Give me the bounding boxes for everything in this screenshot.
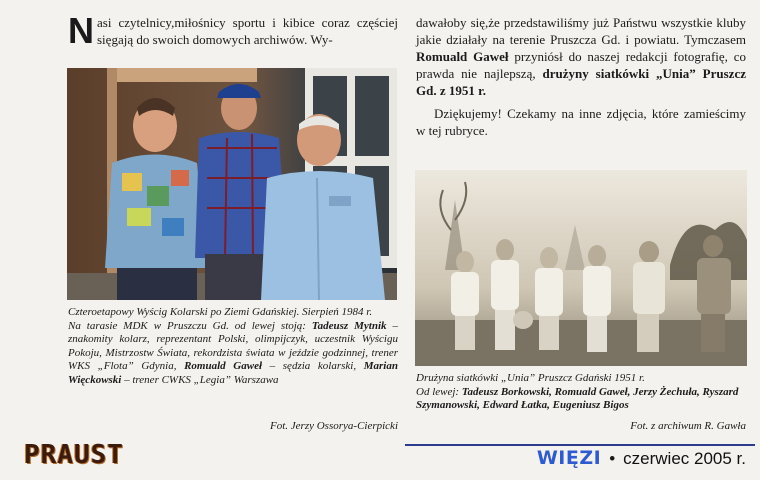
caption-1-name-1: Tadeusz Mytnik bbox=[311, 319, 387, 332]
photo-credit-1: Fot. Jerzy Ossorya-Cierpicki bbox=[270, 420, 398, 432]
magazine-logo: WIĘZI bbox=[536, 447, 602, 469]
right-paragraph-2: Dziękujemy! Czekamy na inne zdjęcia, które zamieścimy w tej rubryce. bbox=[416, 106, 746, 138]
photo-volleyball-team bbox=[415, 170, 747, 366]
caption-1-body bbox=[68, 320, 398, 388]
intro-paragraph bbox=[68, 10, 398, 51]
highlighted-name: Romuald Gaweł bbox=[416, 49, 509, 64]
issue-date: czerwiec 2005 r. bbox=[623, 449, 746, 468]
caption-1-text-b: – znakomity kolarz, reprezentant Polski, olimpijczyk, uczestnik Wyścigu Pokoju, Mistrzostw Świata, rekordzista świata w jeździe godzinnej, trener WKS „Flota” Gdynia, bbox=[68, 319, 398, 372]
highlighted-team: drużyny siatkówki „Unia” Pruszcz Gd. z 1951 r. bbox=[416, 66, 746, 98]
caption-1-text-d: – trener CWKS „Legia” Warszawa bbox=[121, 373, 279, 386]
photo-three-men-image bbox=[67, 68, 397, 300]
caption-2-title: Drużyna siatkówki „Unia” Pruszcz Gdański 1951 r. bbox=[416, 372, 645, 384]
caption-2-names: Tadeusz Borkowski, Romuald Gaweł, Jerzy Żechuła, Ryszard Szymanowski, Edward Łatka, Eugeniusz Bigos bbox=[416, 385, 739, 411]
right-text-b: przyniósł do naszej redakcji fotografię, co prawda nie najlepszą, bbox=[416, 49, 747, 81]
caption-1-text-a: Na tarasie MDK w Pruszczu Gd. od lewej stoją: bbox=[68, 319, 312, 332]
photo-caption-1 bbox=[68, 306, 398, 387]
footer-rule bbox=[405, 444, 755, 446]
caption-1-text-c: – sędzia kolarski, bbox=[262, 360, 364, 372]
right-text-a: dawałoby się,że przedstawiliśmy już Państwu wszystkie kluby jakie działały na terenie Pruszcza Gd. i powiatu. Tymczasem bbox=[416, 15, 746, 47]
photo-credit-2: Fot. z archiwum R. Gawła bbox=[630, 420, 746, 432]
praust-watermark: PRAUST bbox=[24, 440, 124, 470]
caption-2-body bbox=[416, 386, 746, 413]
photo-three-men bbox=[67, 68, 397, 300]
page-footer bbox=[537, 447, 746, 469]
caption-2-prefix: Od lewej: bbox=[416, 385, 462, 398]
caption-1-title: Czteroetapowy Wyścig Kolarski po Ziemi Gdańskiej. Sierpień 1984 r. bbox=[68, 306, 373, 318]
footer-bullet: • bbox=[609, 449, 616, 468]
photo-caption-2 bbox=[416, 372, 746, 413]
right-paragraph-1 bbox=[416, 14, 746, 99]
photo-volleyball-team-image bbox=[415, 170, 747, 366]
right-column-text bbox=[416, 14, 746, 145]
caption-1-name-2: Romuald Gaweł bbox=[184, 360, 263, 372]
drop-cap: N bbox=[68, 10, 94, 51]
intro-text: asi czytelnicy,miłośnicy sportu i kibice coraz częściej sięgają do swoich domowych archiwów. Wy- bbox=[97, 15, 398, 47]
caption-1-name-3: Marian Więckowski bbox=[68, 360, 398, 386]
